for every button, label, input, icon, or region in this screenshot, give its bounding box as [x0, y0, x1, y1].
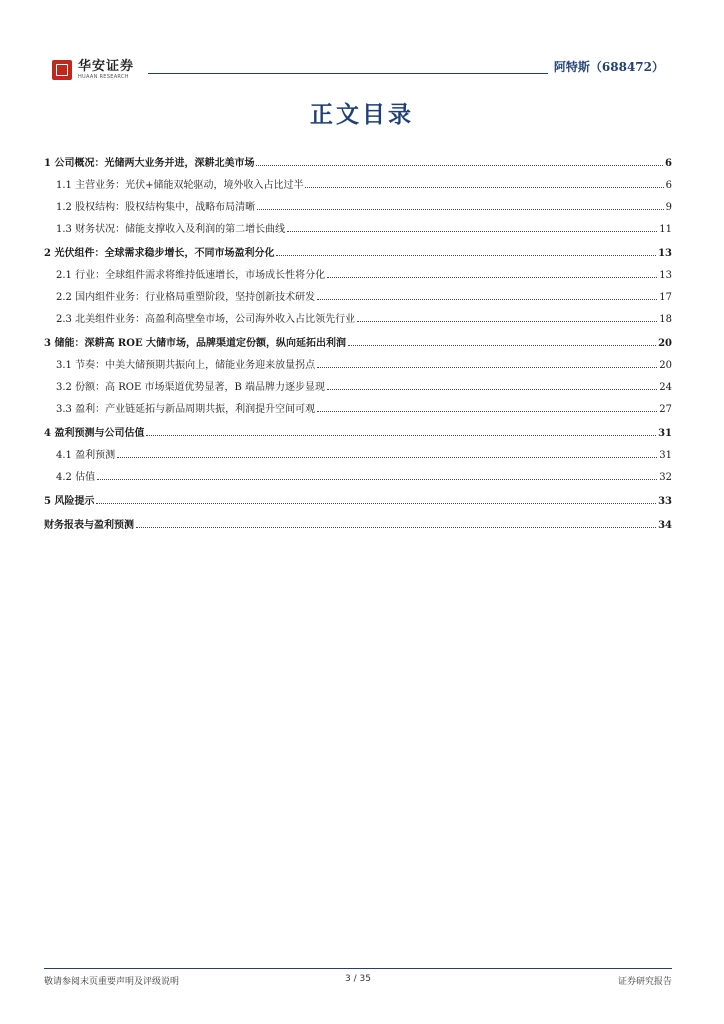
toc-entry-label: 4.2 估值: [56, 472, 96, 483]
toc-entry[interactable]: [44, 222, 672, 236]
toc-dot-leader: [317, 358, 657, 368]
toc-entry-label: 1.3 财务状况：储能支撑收入及利润的第二增长曲线: [56, 224, 286, 235]
toc-entry-label: 1 公司概况：光储两大业务并进，深耕北美市场: [44, 158, 255, 169]
toc-entry-page: 34: [658, 520, 672, 531]
toc-entry-page: 9: [665, 202, 672, 213]
toc-entry[interactable]: [44, 426, 672, 440]
logo-name-cn: 华安证券: [78, 59, 135, 74]
toc-dot-leader: [146, 426, 656, 436]
toc-entry-label: 5 风险提示: [44, 496, 95, 507]
toc-entry[interactable]: [44, 156, 672, 170]
toc-entry-label: 3.1 节奏：中美大储预期共振向上，储能业务迎来放量拐点: [56, 360, 316, 371]
company-ticker: 阿特斯（688472）: [548, 58, 664, 75]
toc-dot-leader: [357, 312, 657, 322]
toc-entry[interactable]: [44, 470, 672, 484]
toc-entry-label: 2.2 国内组件业务：行业格局重塑阶段，坚持创新技术研发: [56, 292, 316, 303]
page-number: 3 / 35: [345, 974, 371, 984]
toc-entry[interactable]: [44, 380, 672, 394]
toc-entry-label: 1.2 股权结构：股权结构集中，战略布局清晰: [56, 202, 256, 213]
toc-entry-label: 4.1 盈利预测: [56, 450, 116, 461]
toc-dot-leader: [117, 448, 657, 458]
toc-dot-leader: [256, 156, 663, 166]
toc-entry-page: 24: [659, 382, 672, 393]
toc-entry-label: 3 储能：深耕高 ROE 大储市场，品牌渠道定份额，纵向延拓出利润: [44, 338, 347, 349]
toc-entry[interactable]: [44, 312, 672, 326]
toc-dot-leader: [276, 246, 656, 256]
toc-dot-leader: [327, 380, 657, 390]
page-header: [52, 60, 664, 84]
toc-dot-leader: [305, 178, 663, 188]
toc-entry-label: 3.2 份额：高 ROE 市场渠道优势显著，B 端品牌力逐步显现: [56, 382, 325, 393]
toc-entry[interactable]: [44, 246, 672, 260]
toc-entry-label: 2 光伏组件：全球需求稳步增长，不同市场盈利分化: [44, 248, 275, 259]
toc-entry[interactable]: [44, 402, 672, 416]
toc-dot-leader: [348, 336, 656, 346]
toc-entry-page: 20: [659, 360, 672, 371]
toc-entry[interactable]: [44, 518, 672, 532]
toc-entry-label: 2.3 北美组件业务：高盈利高壁垒市场，公司海外收入占比领先行业: [56, 314, 356, 325]
toc-entry[interactable]: [44, 358, 672, 372]
company-logo: [52, 60, 134, 80]
toc-entry-page: 18: [659, 314, 672, 325]
toc-entry-page: 13: [659, 270, 672, 281]
toc-entry-page: 11: [659, 224, 672, 235]
toc-dot-leader: [96, 494, 656, 504]
page-footer: [44, 974, 672, 988]
footer-rule: [44, 968, 672, 969]
table-of-contents: [44, 156, 672, 532]
toc-dot-leader: [317, 402, 657, 412]
logo-seal-icon: [52, 60, 72, 80]
toc-entry-page: 31: [658, 428, 672, 439]
toc-entry-page: 6: [665, 158, 672, 169]
toc-entry[interactable]: [44, 336, 672, 350]
disclaimer-note: 敬请参阅末页重要声明及评级说明: [44, 977, 180, 987]
toc-dot-leader: [327, 268, 657, 278]
toc-entry-page: 17: [659, 292, 672, 303]
toc-entry-page: 27: [659, 404, 672, 415]
toc-dot-leader: [287, 222, 657, 232]
toc-dot-leader: [257, 200, 664, 210]
toc-entry[interactable]: [44, 178, 672, 192]
toc-entry-label: 3.3 盈利：产业链延拓与新品周期共振，利润提升空间可观: [56, 404, 316, 415]
toc-entry-label: 2.1 行业：全球组件需求将维持低速增长，市场成长性将分化: [56, 270, 326, 281]
toc-entry-page: 32: [659, 472, 672, 483]
toc-entry[interactable]: [44, 448, 672, 462]
toc-entry[interactable]: [44, 494, 672, 508]
report-type: 证券研究报告: [617, 977, 672, 987]
toc-dot-leader: [136, 518, 656, 528]
toc-entry-label: 1.1 主营业务：光伏+储能双轮驱动，境外收入占比过半: [56, 180, 304, 191]
toc-entry-page: 33: [658, 496, 672, 507]
toc-entry-page: 31: [659, 450, 672, 461]
toc-entry-page: 6: [665, 180, 672, 191]
toc-entry[interactable]: [44, 290, 672, 304]
toc-dot-leader: [97, 470, 657, 480]
toc-entry-label: 财务报表与盈利预测: [44, 520, 134, 531]
toc-entry[interactable]: [44, 268, 672, 282]
toc-entry-page: 13: [658, 248, 672, 259]
toc-entry-label: 4 盈利预测与公司估值: [44, 428, 145, 439]
toc-dot-leader: [317, 290, 657, 300]
toc-entry-page: 20: [658, 338, 672, 349]
logo-name-en: HUAAN RESEARCH: [78, 74, 129, 80]
page-title: 正文目录: [310, 101, 414, 128]
toc-entry[interactable]: [44, 200, 672, 214]
